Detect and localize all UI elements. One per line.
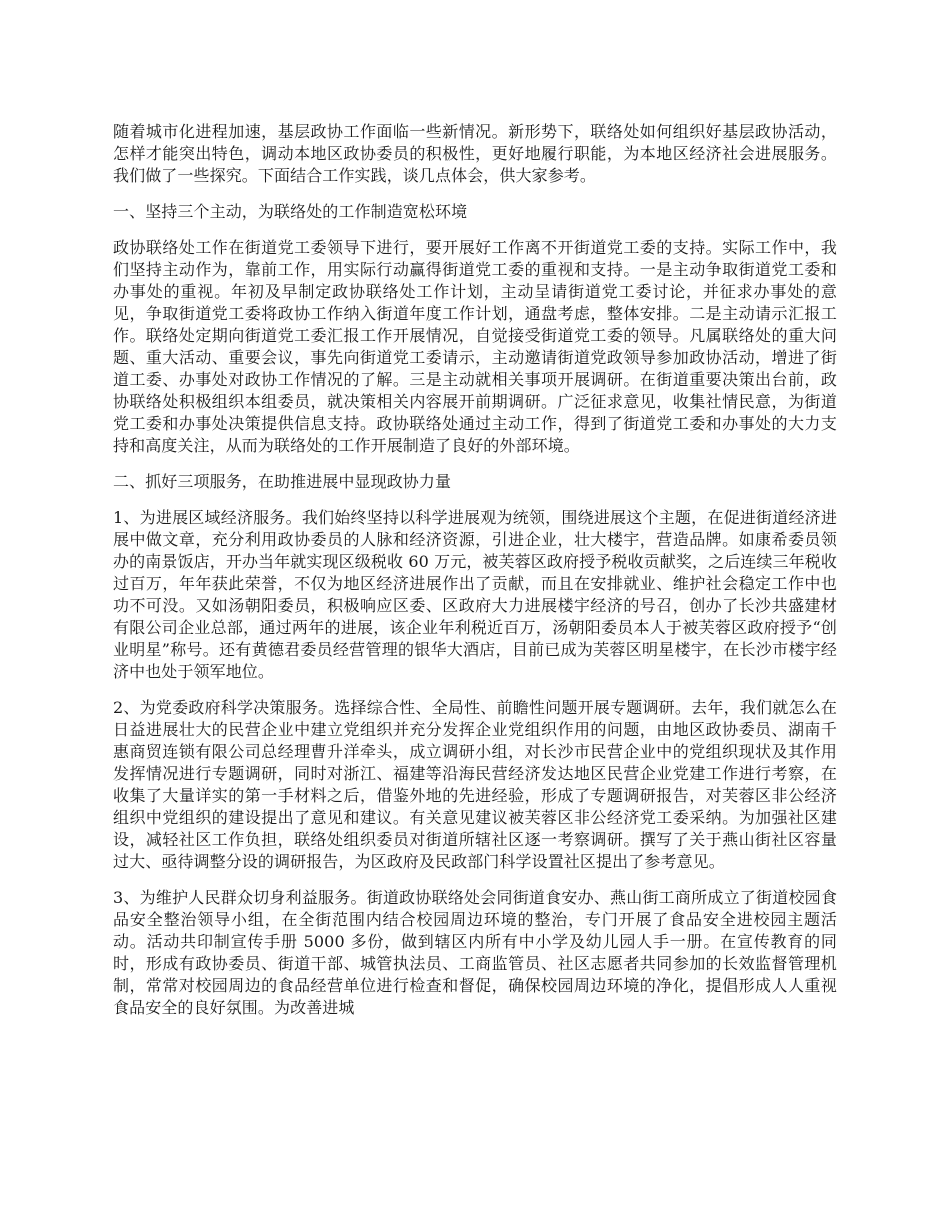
section2-item2-paragraph: 2、为党委政府科学决策服务。选择综合性、全局性、前瞻性问题开展专题调研。去年，我们就怎么在日益进展壮大的民营企业中建立党组织并充分发挥企业党组织作用的问题，由地区政协委员、湖南千惠商贸连锁有限公司总经理曹升洋牵头，成立调研小组，对长沙市民营企业中的党组织现状及其作用发挥情况进行专题调研，同时对浙江、福建等沿海民营经济发达地区民营企业党建工作进行考察，在收集了大量详实的第一手材料之后，借鉴外地的先进经验，形成了专题调研报告，对芙蓉区非公经济组织中党组织的建设提出了意见和建议。有关意见建议被芙蓉区非公经济党工委采纳。为加强社区建设，减轻社区工作负担，联络处组织委员对街道所辖社区逐一考察调研。撰写了关于燕山街社区容量过大、亟待调整分设的调研报告，为区政府及民政部门科学设置社区提出了参考意见。 — [113, 698, 837, 871]
intro-paragraph: 随着城市化进程加速，基层政协工作面临一些新情况。新形势下，联络处如何组织好基层政协活动，怎样才能突出特色，调动本地区政协委员的积极性，更好地履行职能，为本地区经济社会进展服务。我们做了一些探究。下面结合工作实践，谈几点体会，供大家参考。 — [113, 122, 837, 185]
section2-item1-paragraph: 1、为进展区域经济服务。我们始终坚持以科学进展观为统领，围绕进展这个主题，在促进街道经济进展中做文章，充分利用政协委员的人脉和经济资源，引进企业，壮大楼宇，营造品牌。如康希委员领办的南景饭店，开办当年就实现区级税收 60 万元，被芙蓉区政府授予税收贡献奖，之后连续三年税收过百万，年年获此荣誉，不仅为地区经济进展作出了贡献，而且在安排就业、维护社会稳定工作中也功不可没。又如汤朝阳委员，积极响应区委、区政府大力进展楼宇经济的号召，创办了长沙共盛建材有限公司企业总部，通过两年的进展，该企业年利税近百万，汤朝阳委员本人于被芙蓉区政府授予“创业明星”称号。还有黄德君委员经营管理的银华大酒店，目前已成为芙蓉区明星楼宇，在长沙市楼宇经济中也处于领军地位。 — [113, 508, 837, 681]
section2-item3-paragraph: 3、为维护人民群众切身利益服务。街道政协联络处会同街道食安办、燕山街工商所成立了街道校园食品安全整治领导小组，在全街范围内结合校园周边环境的整治，专门开展了食品安全进校园主题活动。活动共印制宣传手册 5000 多份，做到辖区内所有中小学及幼儿园人手一册。在宣传教育的同时，形成有政协委员、街道干部、城管执法员、工商监管员、社区志愿者共同参加的长效监督管理机制，常常对校园周边的食品经营单位进行检查和督促，确保校园周边环境的净化，提倡形成人人重视食品安全的良好氛围。为改善进城 — [113, 888, 837, 1017]
section1-heading: 一、坚持三个主动，为联络处的工作制造宽松环境 — [113, 202, 468, 221]
section1-paragraph: 政协联络处工作在街道党工委领导下进行，要开展好工作离不开街道党工委的支持。实际工作中，我们坚持主动作为，靠前工作，用实际行动赢得街道党工委的重视和支持。一是主动争取街道党工委和办事处的重视。年初及早制定政协联络处工作计划，主动呈请街道党工委讨论，并征求办事处的意见，争取街道党工委将政协工作纳入街道年度工作计划，通盘考虑，整体安排。二是主动请示汇报工作。联络处定期向街道党工委汇报工作开展情况，自觉接受街道党工委的领导。凡属联络处的重大问题、重大活动、重要会议，事先向街道党工委请示，主动邀请街道党政领导参加政协活动，增进了街道工委、办事处对政协工作情况的了解。三是主动就相关事项开展调研。在街道重要决策出台前，政协联络处积极组织本组委员，就决策相关内容展开前期调研。广泛征求意见，收集社情民意，为街道党工委和办事处决策提供信息支持。政协联络处通过主动工作，得到了街道党工委和办事处的大力支持和高度关注，从而为联络处的工作开展制造了良好的外部环境。 — [113, 238, 837, 455]
section2-heading: 二、抓好三项服务，在助推进展中显现政协力量 — [113, 472, 452, 491]
document-body — [113, 121, 837, 1033]
